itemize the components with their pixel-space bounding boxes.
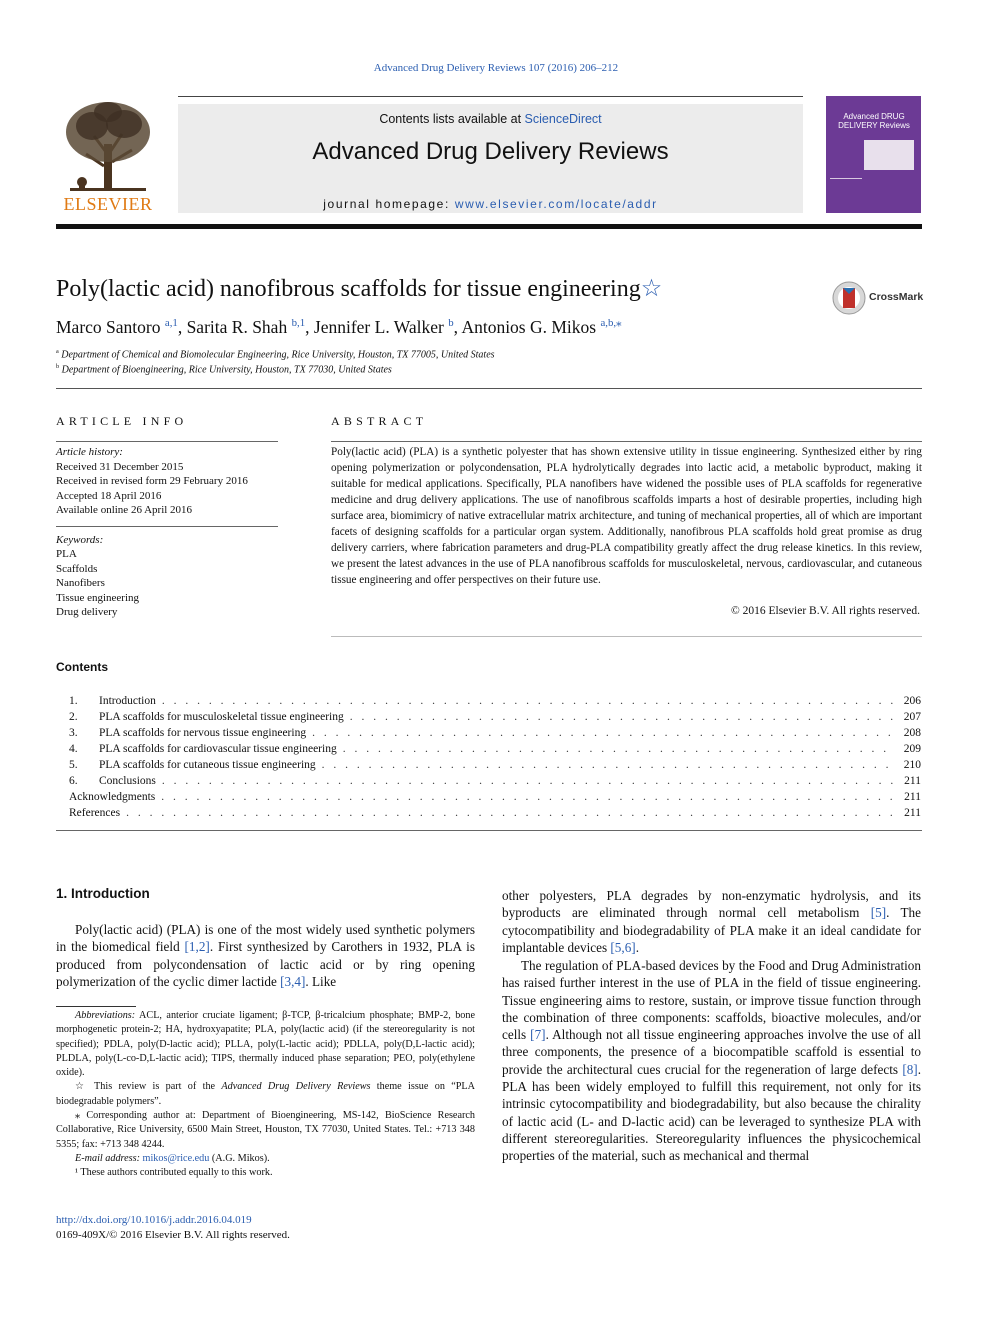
toc-title[interactable]: PLA scaffolds for cardiovascular tissue engineering: [99, 743, 337, 755]
toc-leader: [162, 695, 893, 707]
toc-page: 209: [903, 743, 921, 755]
keyword: PLA: [56, 548, 77, 560]
footnote-label: E-mail address:: [75, 1152, 140, 1164]
affiliation-divider: [56, 388, 922, 389]
toc-page: 211: [904, 791, 921, 803]
abstract-copyright: © 2016 Elsevier B.V. All rights reserved.: [731, 605, 920, 617]
footnote-theme-issue: [56, 1080, 475, 1109]
footnote-text: theme issue on “PLA biodegradable polymers”.: [56, 1081, 475, 1107]
toc-entry[interactable]: [69, 695, 921, 711]
body-paragraph: [56, 921, 475, 990]
author-name[interactable]: Jennifer L. Walker: [313, 316, 444, 337]
paragraph-text: . First synthesized by Carothers in 1932, PLA is produced from polycondensation of lactic acid or by ring opening polymerization of the cyclic dimer lactide: [56, 939, 475, 989]
paragraph-text: other polyesters, PLA degrades by non-enzymatic hydrolysis, and its byproducts are eliminated through normal cell metabolism: [502, 888, 921, 921]
author-name[interactable]: Sarita R. Shah: [186, 316, 288, 337]
abstract-bottom-rule: [331, 636, 922, 637]
affiliation-text: Department of Bioengineering, Rice University, Houston, TX 77030, United States: [61, 364, 392, 376]
toc-entry[interactable]: [69, 759, 921, 775]
toc-number: 1.: [69, 695, 78, 707]
footnote-corresponding: ⁎ Corresponding author at: Department of Bioengineering, MS-142, BioScience Research Collaborative, Rice University, 6500 Main Street, Houston, TX 77030, United States. Tel.: +713 348 5355; fax: +713 348 4244.: [56, 1110, 475, 1150]
crossmark-icon: [831, 280, 867, 316]
toc-page: 210: [903, 759, 921, 771]
footnote-text: ACL, anterior cruciate ligament; β-TCP, β-tricalcium phosphate; BMP-2, bone morphogenetic protein-2; HA, hydroxyapatite; PLA, poly(lactic acid) (if the stereoregularity is not specified); PDLA, poly(D-lactic acid); PLLA, poly(L-lactic acid); PDLLA, poly(D,L-lactic acid); PLDLA, poly(L-co-D,L-lactic acid); TIPS, thermally induced phase separation; PEO, poly(ethylene oxide).: [56, 1010, 475, 1079]
affiliation-mark: a: [56, 348, 59, 355]
footnote-email: [56, 1152, 475, 1166]
author-affiliation-mark[interactable]: a,1: [164, 317, 178, 329]
body-paragraph: [502, 957, 921, 1165]
toc-page: 206: [903, 695, 921, 707]
contents-available-line: [178, 112, 803, 126]
toc-entry[interactable]: [69, 711, 921, 727]
homepage-label: journal homepage:: [323, 197, 455, 211]
toc-number: 4.: [69, 743, 78, 755]
toc-number: 6.: [69, 775, 78, 787]
footnote-abbreviations: [56, 1009, 475, 1080]
journal-cover-thumbnail[interactable]: [826, 96, 921, 213]
footnote-label: Abbreviations:: [75, 1010, 136, 1021]
toc-title[interactable]: PLA scaffolds for cutaneous tissue engineering: [99, 759, 316, 771]
author-affiliation-mark[interactable]: a,b,⁎: [600, 317, 622, 329]
citation-link[interactable]: [8]: [902, 1061, 918, 1077]
toc-title[interactable]: Acknowledgments: [69, 791, 156, 803]
toc-entry[interactable]: [69, 743, 921, 759]
footnotes: [56, 1009, 475, 1181]
footnote-rule: [56, 1006, 136, 1007]
abstract-text: Poly(lactic acid) (PLA) is a synthetic polyester that has shown extensive utility in tissue engineering. Synthesized either by ring opening polymerization or polycondensation, PLA hydrolytically degrades into lactic acid, a metabolic byproduct, making it suitable for medical applications. Specifically, PLA nanofibers have widened the possible uses of PLA scaffolds for regenerative medicine and drug delivery applications. The use of nanofibrous scaffolds imparts a host of desirable properties, including high surface area, biomimicry of native extracellular matrix architecture, and tuning of mechanical properties, all of which are important facets of designing scaffolds for a particular organ system. Additionally, nanofibrous PLA scaffolds hold great promise as drug delivery carriers, where fabrication parameters and drug-PLA compatibility greatly affect the drug release kinetics. In this review, we present the latest advances in the use of PLA nanofibrous scaffolds for musculoskeletal, nervous, cardiovascular, and cutaneous tissue engineering and offer perspectives on their future use.: [331, 446, 922, 586]
sciencedirect-link[interactable]: ScienceDirect: [524, 112, 602, 126]
title-footnote-star[interactable]: ☆: [640, 276, 663, 302]
citation-link[interactable]: [1,2]: [184, 939, 210, 955]
history-item: Received 31 December 2015: [56, 460, 184, 473]
toc-leader: [343, 743, 893, 755]
section-heading: 1. Introduction: [56, 886, 150, 901]
toc-title[interactable]: Introduction: [99, 695, 156, 707]
header-bottom-rule: [56, 224, 922, 229]
toc-entry[interactable]: [69, 791, 921, 807]
paragraph-text: . PLA has been widely employed to fulfill this requirement, not only for its intrinsic cytocompatibility and biodegradability, but also because the chirality of lactic acid (L- and D-lactic acid) can be leveraged to synthesize PLA with different stereoregularities. Stereoregularity influences the physicochemical properties of the material, such as mechanical and thermal: [502, 1061, 921, 1164]
header-top-rule: [178, 96, 803, 97]
paragraph-text: The regulation of PLA-based devices by the Food and Drug Administration has raised further interest in the use of PLA in the field of tissue engineering. Tissue engineering aims to restore, sustain, or improve tissue function through the combination of three components: scaffolds, bioactive molecules, and/or cells: [502, 958, 921, 1043]
history-item: Received in revised form 29 February 2016: [56, 475, 248, 487]
footnote-text: ☆ This review is part of the: [75, 1081, 222, 1093]
toc-entry[interactable]: [69, 775, 921, 791]
paragraph-text: .: [635, 939, 639, 955]
keywords-label: Keywords:: [56, 533, 104, 546]
toc-leader: [162, 775, 893, 787]
homepage-link[interactable]: www.elsevier.com/locate/addr: [454, 197, 658, 211]
affiliation: [56, 348, 495, 360]
article-title: [56, 274, 662, 303]
abstract-rule: [331, 441, 922, 442]
citation-link[interactable]: [5]: [870, 905, 887, 921]
toc-number: 2.: [69, 711, 78, 723]
toc-title[interactable]: PLA scaffolds for musculoskeletal tissue engineering: [99, 711, 344, 723]
citation-link[interactable]: [5,6]: [610, 939, 636, 955]
article-title-text: Poly(lactic acid) nanofibrous scaffolds for tissue engineering: [56, 276, 641, 302]
affiliation-text: Department of Chemical and Biomolecular Engineering, Rice University, Houston, TX 77005, United States: [61, 349, 495, 361]
toc-entry[interactable]: [69, 807, 921, 823]
author-list: Marco Santoro $^{a,1}$, Sarita R. Shah $^{b,1}$, Jennifer L. Walker $^b$, Antonios G. Mikos $^{a,b,⁎}$: [56, 316, 622, 337]
contents-bottom-rule: [56, 830, 922, 831]
contents-heading: Contents: [56, 660, 108, 674]
toc-page: 211: [904, 775, 921, 787]
journal-title: Advanced Drug Delivery Reviews: [312, 138, 669, 165]
paragraph-text: . Although not all tissue engineering approaches involve the use of all three components, the presence of a biocompatible scaffold is essential to provide the architectural cues crucial for the regeneration of large defects: [502, 1027, 921, 1077]
keyword: Scaffolds: [56, 562, 98, 575]
footnote-journal: Advanced Drug Delivery Reviews: [221, 1081, 371, 1093]
crossmark-label: CrossMark: [869, 291, 924, 303]
toc-leader: [161, 791, 893, 803]
body-paragraph: [502, 887, 921, 956]
toc-leader: [126, 807, 893, 819]
citation-link[interactable]: [3,4]: [280, 973, 306, 989]
crossmark-badge[interactable]: [831, 280, 926, 316]
footnote-text: (A.G. Mikos).: [209, 1152, 270, 1164]
journal-citation[interactable]: Advanced Drug Delivery Reviews 107 (2016) 206–212: [373, 62, 619, 74]
toc-page: 208: [903, 727, 921, 739]
doi-link[interactable]: http://dx.doi.org/10.1016/j.addr.2016.04.019: [56, 1214, 252, 1226]
journal-header-box: [178, 104, 803, 213]
toc-entry[interactable]: [69, 727, 921, 743]
affiliation-mark: b: [56, 363, 60, 370]
author-name[interactable]: Antonios G. Mikos: [461, 316, 597, 337]
author-affiliation-mark[interactable]: b: [448, 317, 454, 329]
footnote-equal-contribution: ¹ These authors contributed equally to this work.: [75, 1167, 273, 1179]
toc-title[interactable]: References: [69, 807, 121, 819]
history-item: Accepted 18 April 2016: [56, 489, 162, 502]
email-link[interactable]: mikos@rice.edu: [142, 1152, 210, 1164]
history-label: Article history:: [56, 446, 123, 458]
elsevier-wordmark: ELSEVIER: [63, 194, 153, 214]
article-info-rule: [56, 441, 278, 442]
cover-rule: [830, 178, 862, 179]
article-info-block: [56, 445, 278, 620]
toc-page: 211: [904, 807, 921, 819]
contents-available-text: Contents lists available at: [379, 112, 525, 126]
toc-title[interactable]: Conclusions: [99, 775, 156, 787]
issn-copyright: 0169-409X/© 2016 Elsevier B.V. All rights reserved.: [56, 1229, 290, 1241]
author-affiliation-mark[interactable]: b,1: [291, 317, 306, 329]
affiliation: [56, 363, 392, 375]
keyword: Nanofibers: [56, 577, 105, 589]
toc-number: 3.: [69, 727, 78, 739]
toc-leader: [312, 727, 893, 739]
citation-link[interactable]: [7]: [530, 1027, 546, 1043]
keywords-rule: [56, 526, 278, 527]
paragraph-text: . The cytocompatibility and biodegradability of PLA make it an ideal candidate for implantable devices: [502, 905, 921, 955]
cover-title: Advanced DRUG DELIVERY Reviews: [838, 112, 910, 130]
author-name[interactable]: Marco Santoro: [56, 316, 161, 337]
toc-leader: [350, 711, 893, 723]
paragraph-text: Poly(lactic acid) (PLA) is one of the most widely used synthetic polymers in the biomedical field: [56, 922, 475, 955]
elsevier-logo: [56, 96, 160, 214]
toc-page: 207: [903, 711, 921, 723]
journal-homepage-line: [178, 197, 803, 211]
cover-figure: [864, 140, 914, 170]
abstract-heading: ABSTRACT: [331, 414, 428, 428]
keyword: Drug delivery: [56, 606, 118, 618]
article-info-heading: ARTICLE INFO: [56, 414, 188, 428]
toc-title[interactable]: PLA scaffolds for nervous tissue engineering: [99, 727, 307, 739]
history-item: Available online 26 April 2016: [56, 504, 193, 516]
toc-leader: [322, 759, 893, 771]
toc-number: 5.: [69, 759, 78, 771]
keyword: Tissue engineering: [56, 591, 140, 604]
paragraph-text: . Like: [305, 973, 337, 989]
